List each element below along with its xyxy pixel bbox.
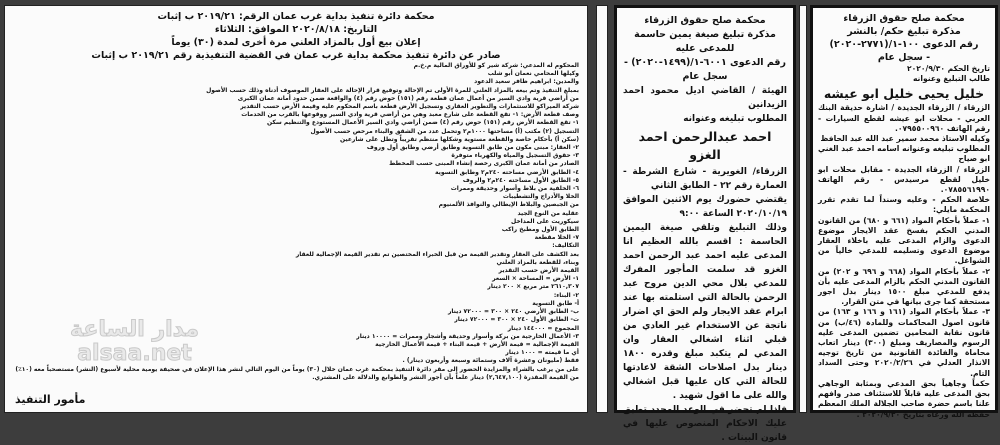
panel-line: الهيئة / القاضي اديل محمود احمد الزيدانين xyxy=(623,86,787,110)
judgment-notice xyxy=(810,5,998,419)
heading-line: مذكرة تبليغ حكم/ بالنشر xyxy=(847,26,961,37)
body-line: ٧- الخلا مقطعة xyxy=(534,234,579,242)
notice-heading xyxy=(13,10,579,62)
defendant-name: احمد عبدالرحمن احمد الغزو xyxy=(638,129,772,162)
body-paragraph: المطلوب تبليغه وعنوانه اسامه احمد عبد الغني ابو صياح xyxy=(818,144,990,164)
watermark-latin: alsaa.net xyxy=(77,341,192,366)
panel-line: المطلوب تبليغه وعنوانه xyxy=(683,114,787,124)
body-line: من أراضي قرية وادي السير من أعمال عمان قطعة رقم (١٥١) حوض رقم (٤) والواقعة ضمن حدود أمانة عمان الكبرى xyxy=(237,94,579,102)
body-paragraph: حكماً وجاهياً بحق المدعي وبمثابة الوجاهي بحق المدعى عليه قابلاً للاستئناف صدر وافهم علنا باسم حضرة صاحب الجلالة الملك المعظم حفظه الله ورعاه بتاريخ ٢٠٢٠/٩/٣٠ . xyxy=(818,378,990,419)
body-line: الصادر من أمانة عمان الكبرى رخصة إنشاء المبنى حسب المخطط xyxy=(389,160,579,168)
notice-heading xyxy=(623,14,787,84)
judgment-date: تاريخ الحكم ٢٠٢٠/٩/٣٠ xyxy=(907,64,990,73)
body-line: والمدين: ابراهيم ظافر سعيد الدعود xyxy=(474,78,579,86)
body-paragraph: خلاصة الحكم - وعليه وسنداً لما تقدم تقرر المحكمة مايلي: xyxy=(818,195,990,215)
signature: مأمور التنفيذ xyxy=(15,393,86,406)
body-paragraph: وكيله الاستاذ محمد سمير عبد الله عبد الحافظ xyxy=(820,134,990,144)
body-line: ٢- البناء: xyxy=(553,291,579,299)
body-line: على من يرغب بالشراء والمزايدة الحضور إلى مقر دائرة التنفيذ بمحكمة غرب عمان خلال (٣٠) يوماً من اليوم التالي لنشر هذا الإعلان في صحيفة يومية محلية لأسبوع (النشر) مستصحباً معه (١٠٪) xyxy=(15,365,579,373)
watermark-logo xyxy=(70,318,199,366)
body-line: ٣- الأعمال الخارجية من بركة وأسوار وحديقة وأشجار وممرات = ١٠٠٠٠ دينار xyxy=(356,332,579,340)
body-line: التسجيل (٢) مكتب (أ) مساحتها ١٠٠٠م٢ وتحمل عدد من الشقق والبناء مرخص حسب الأصول xyxy=(310,127,579,135)
body-line: القيمة الأرض حسب التقدير xyxy=(498,267,579,275)
body-line: الطابق الأول ومطبخ راكب xyxy=(501,226,579,234)
heading-line: صادر عن دائرة تنفيذ محكمة بداية غرب عمان في القضية التنفيذية رقم ٢٠١٩/٢١ ب إثبات xyxy=(91,50,501,61)
body-line: وكيلها المحامي نعمان أبو شلب xyxy=(487,70,579,78)
body-line: ٦- الخلفية من بلاط وأسوار وحديقة وممرات xyxy=(450,185,579,193)
body-paragraph: الزرقاء / الزرقاء الجديدة / اشارة حديقة البنك العربي - محلات ابو عيشه لقطع السيارات - رقم الهاتف ٠٧٩٥٥٠٠٩٦٠. xyxy=(818,103,990,133)
heading-line: محكمة صلح حقوق الزرقاء xyxy=(644,15,766,26)
body-line: بمبلغ التنفيذ وتم بيعه بالمزاد العلني للمرة الأولى تم الإحالة وتوقيع قرار الإحالة على العقار الموصوف أدناه وذلك حسب الأصول xyxy=(206,86,579,94)
body-line: ٥- الطابق الأول مساحته ٢٤٠م٢ والروف xyxy=(462,176,579,184)
watermark-arabic: مدار الساعة xyxy=(70,317,200,342)
body-paragraph: الزرقاء/ الغويرية - شارع الشرطة - العمارة رقم ٢٢ - الطابق الثاني xyxy=(623,167,787,191)
body-line: ١- تقع القطعة الأرض رقم (١٥١) حوض رقم (٤) ضمن أراضي وادي السير الأعمال المستودع والتنظيم سكن xyxy=(266,119,579,127)
body-line: (سكن أ) بأحكام خاصة والقطعة مستوية وشكلها منتظم تقريباً وتطل على شارعين xyxy=(339,135,579,143)
heading-line: إعلان بيع أول بالمزاد العلني مرة أخرى لمدة (٣٠) يوماً xyxy=(171,37,421,48)
heading-line: التاريخ: ٢٠٢٠/٨/١٨ الموافق: الثلاثاء xyxy=(214,24,378,35)
body-line: من القيمة المقدرة (٢,٦٤٧,١٠٠) دينار علماً بأن أجور النشر والطوابع والدلالة على المشتري. xyxy=(312,373,579,381)
notice-heading xyxy=(818,12,990,64)
body-paragraph: فاذا لم تحضر في الوعد المحدد تطبق عليك الاحكام المنصوص عليها في قانون البينات . xyxy=(623,405,787,443)
body-paragraph: ١- عملاً بأحكام المواد (٦٦١ و ٦٨٠) من القانون المدني الحكم بفسخ عقد الايجار موضوع الدعوى والزام المدعى عليه باخلاء العقار موضوع الدعوى وتسليمه للمدعي خالياً من الشواغل. xyxy=(818,215,990,266)
body-line: ٤- الطابق الأرضي مساحته ٢٤٠م٢ وطابق التسوية xyxy=(435,168,579,176)
heading-line: سجل عام xyxy=(682,71,728,82)
body-line: أ- طابق التسوية xyxy=(532,299,579,307)
body-line: ٢- العقار: مبنى مكون من طابق التسوية وطابق أرضي وطابق أول وروف xyxy=(366,144,579,152)
heading-line: مذكرة تبليغ صيغة يمين حاسمة للمدعى عليه xyxy=(634,29,776,54)
body-line: التكاليف: xyxy=(552,242,579,250)
body-paragraph: ٣- عملاً بأحكام المواد (١٦١ و ١٦٦ و ١٦٣) من قانون اصول المحاكمات وللمادة (٤٦/ب) من قانون نقابة المحامين تضمين المدعى عليه الرسوم والمصاريف ومبلغ (٣٠٠) دينار اتعاب محاماة والفائدة القانونية من تاريخ توجيه الانذار العدلي في ٢٠٢٠/٢/٢٦ وحتى السداد التام. xyxy=(818,307,990,378)
body-paragraph: ٢- عملاً بأحكام المواد (٦٦٨ و ٦٩٦ و ٢٠٢) من القانون المدني الحكم بالزام المدعى عليه بأن يدفع للمدعي مبلغ ١٥٠٠ دينار بدل اجور مستحقة كما جرى بيانها في متن القرار. xyxy=(818,266,990,307)
body-line: عقلية من النوع الجيد xyxy=(517,209,579,217)
body-paragraph: الزرقاء / الزرقاء الجديدة - مقابل محلات ابو خليل لقطع مرسيدس - رقم الهاتف ٠٧٨٥٥٦١٩٩٠. xyxy=(818,164,990,195)
body-line: ١- الأرض = المساحة × السعر xyxy=(492,275,579,283)
plaintiff-name: خليل يحيى خليل ابو عيشه xyxy=(823,86,985,102)
body-line: فقط (مليونان وعشرة آلاف وستمائة وسبعة وأربعون دينار) . xyxy=(402,357,579,365)
body-line: القيمة الإجمالية = قيمة الأرض + قيمة البناء + قيمة الأعمال الخارجية xyxy=(375,340,579,348)
meta-line: طالب التبليغ وعنوانه xyxy=(912,74,990,84)
body-line: سيكوريت على المداخل xyxy=(511,217,579,225)
column-divider xyxy=(596,5,608,413)
heading-line: محكمة دائرة تنفيذ بداية غرب عمان الرقم: ٢٠١٩/٢١ ب إثبات xyxy=(157,11,435,22)
body-line: ت- الطابق الأول ٢٤٠ × ٣٠٠ = ٧٢٠٠٠ دينار xyxy=(454,316,579,324)
body-line: شركة الميراكو للاستثمارات والتطوير العقاري وتسجيل الأرض قطعة باسم المحكوم عليه وقيمة الأرض حسب التقدير xyxy=(240,103,579,111)
body-line: من الجبصين والبلاط الإيطالي والنوافذ الألمنيوم xyxy=(438,201,579,209)
body-line: وصف قطعة الأرض: ١- تقع القطعة على شارع معبد وهي من أراضي قرية وادي السير ووقوعها بالقرب من الخدمات xyxy=(241,111,579,119)
body-paragraph: يقتضي حضورك يوم الاثنين الموافق ٢٠٢٠/١٠/١٩ الساعة ٩:٠٠ xyxy=(623,195,787,219)
column-divider xyxy=(799,5,807,413)
body-line: ٣- حقوق التسجيل والمياه والكهرباء متوفرة xyxy=(451,152,579,160)
body-line: ب- الطابق الأرضي ٢٤٠ × ٣٠٠ = ٧٢٠٠٠ دينار xyxy=(447,308,579,316)
body-line: وبناء، للقطعة بالمزاد العلني xyxy=(496,258,579,266)
heading-line: - سجل عام xyxy=(877,52,931,63)
body-line: المجموع = ١٤٤٠٠٠ دينار xyxy=(507,324,579,332)
body-line: ٢٦١٠,٣٠٧ متر مربع × ٢٠٠ دينار xyxy=(487,283,579,291)
heading-line: رقم الدعوى ٦٠٠١-١/(١٤٩٩-٢٠٢٠) - xyxy=(624,57,786,68)
heading-line: محكمة صلح حقوق الزرقاء xyxy=(843,13,965,24)
heading-line: رقم الدعوى ١٠٠-١/(٢٧٧١-٢٠٢٠) xyxy=(829,39,979,50)
body-line: بعد الكشف على العقار وتقدير القيمة من قبل الخبراء المختصين تم تقدير القيمة الإجمالية للعقار xyxy=(295,250,579,258)
body-line: الخلا والأدراج والتشطيبات xyxy=(502,193,579,201)
oath-summons-notice xyxy=(614,5,796,443)
body-line: أي ما قيمته = ١٠٠٠ دينار xyxy=(505,349,579,357)
body-line: المحكوم له المدعي: شركة شير كو للأوراق المالية م.خ.م xyxy=(413,62,579,69)
body-paragraph: وذلك التبليغ وتلقي صيغة اليمين الحاسمة : اقسم بالله العظيم انا المدعى عليه احمد عبد الرحمن احمد الغزو قد سلمت المأجور المفرك للمدعي بلال محي الدين مروح عبد الرحمن بالحالة التي استلمته بها عند ابرام عقد الايجار ولم الحق اي اضرار ناتجة عن الاستخدام غير العادي من قبلي اثناء اشغالي العقار وان المدعي لم يتكبد مبلغ وقدره ١٨٠٠ دينار بدل اصلاحات الشقة لاعادتها للحالة التي كان عليها قبل اشغالي والله على ما اقول شهيد . xyxy=(623,223,787,401)
